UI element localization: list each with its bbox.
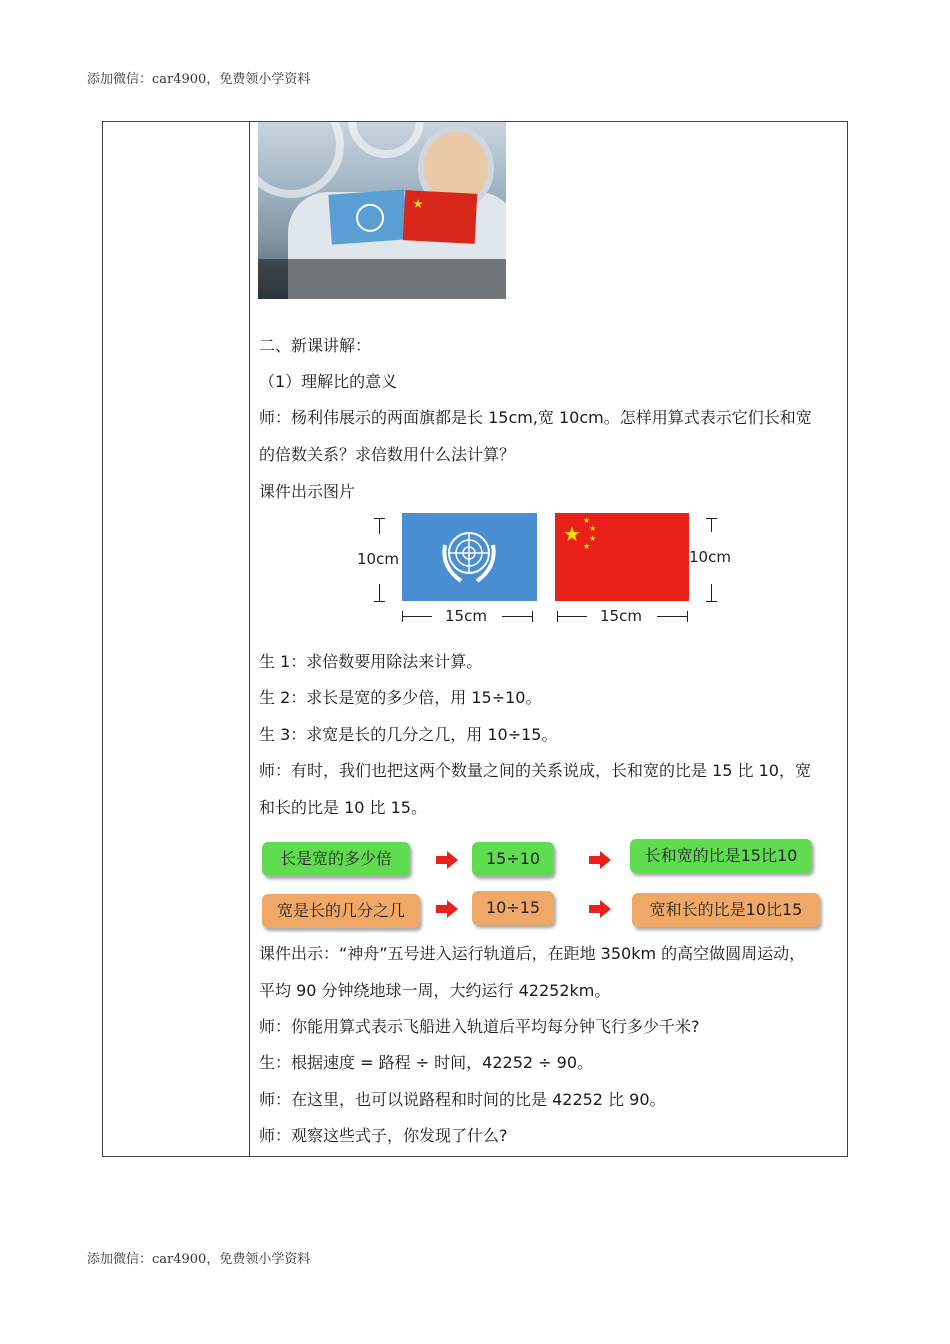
- small-star-icon: ★: [589, 524, 597, 533]
- watermark-bottom: 添加微信：car4900，免费领小学资料: [87, 1252, 311, 1267]
- teacher-answer-line1: 师：有时，我们也把这两个数量之间的关系说成，长和宽的比是 15 比 10，宽: [259, 761, 811, 780]
- student-3: 生 3：求宽是长的几分之几，用 10÷15。: [259, 725, 558, 744]
- arrow-right-icon: [589, 851, 611, 869]
- small-star-icon: ★: [589, 534, 597, 543]
- arrow-right-icon: [589, 900, 611, 918]
- arrow-right-icon: [436, 851, 458, 869]
- ratio-expr-box: 15÷10: [472, 842, 554, 876]
- teacher-question-3: 师：观察这些式子，你发现了什么?: [259, 1126, 508, 1145]
- astronaut-photo: [258, 122, 506, 299]
- teacher-question-1-line1: 师：杨利伟展示的两面旗都是长 15cm,宽 10cm。怎样用算式表示它们长和宽: [259, 408, 812, 427]
- un-flag: [402, 513, 537, 601]
- dim-bar: [402, 616, 432, 617]
- dim-bar: [557, 616, 587, 617]
- dim-bar: [657, 616, 687, 617]
- dim-bar: [711, 518, 712, 532]
- teacher-answer-line2: 和长的比是 10 比 15。: [259, 798, 427, 817]
- student-2: 生 2：求长是宽的多少倍，用 15÷10。: [259, 688, 542, 707]
- show-image-text: 课件出示图片: [259, 482, 356, 501]
- teacher-note: 师：在这里，也可以说路程和时间的比是 42252 比 90。: [259, 1090, 666, 1109]
- teacher-question-1-line2: 的倍数关系？求倍数用什么法计算？: [259, 445, 516, 464]
- ratio-expr-box: 10÷15: [472, 891, 554, 925]
- cn-height-label: 10cm: [689, 548, 731, 566]
- un-emblem-icon: [435, 523, 503, 591]
- dim-bar: [711, 584, 712, 601]
- courseware-line2: 平均 90 分钟绕地球一周，大约运行 42252km。: [259, 981, 611, 1000]
- arrow-right-icon: [436, 900, 458, 918]
- lesson-table: [102, 121, 848, 1157]
- photo-un-flag: [328, 189, 407, 244]
- cn-width-label: 15cm: [600, 607, 642, 625]
- dim-tick: [706, 601, 717, 602]
- un-height-label: 10cm: [357, 550, 399, 568]
- teacher-question-2: 师：你能用算式表示飞船进入轨道后平均每分钟飞行多少千米?: [259, 1017, 700, 1036]
- ratio-desc-box: 宽是长的几分之几: [262, 894, 420, 928]
- dim-bar: [379, 518, 380, 534]
- ratio-desc-box: 长是宽的多少倍: [262, 842, 410, 876]
- student-4: 生：根据速度 = 路程 ÷ 时间，42252 ÷ 90。: [259, 1053, 593, 1072]
- ratio-result-box: 宽和长的比是10比15: [632, 893, 820, 927]
- student-1: 生 1：求倍数要用除法来计算。: [259, 652, 483, 671]
- courseware-line1: 课件出示：“神舟”五号进入运行轨道后，在距地 350km 的高空做圆周运动，: [259, 944, 806, 963]
- section-title: 二、新课讲解：: [259, 336, 372, 355]
- un-width-label: 15cm: [445, 607, 487, 625]
- subsection-title: （1）理解比的意义: [259, 372, 398, 391]
- small-star-icon: ★: [583, 542, 591, 551]
- dim-bar: [502, 616, 532, 617]
- cn-flag: [555, 513, 689, 601]
- ratio-result-box: 长和宽的比是15比10: [630, 839, 812, 873]
- big-star-icon: ★: [563, 522, 581, 546]
- photo-cn-flag: ★: [403, 190, 478, 244]
- dim-bar: [379, 584, 380, 601]
- dim-tick: [374, 601, 385, 602]
- dim-tick: [687, 611, 688, 622]
- watermark-top: 添加微信：car4900，免费领小学资料: [87, 72, 311, 87]
- small-star-icon: ★: [583, 516, 591, 525]
- dim-tick: [532, 611, 533, 622]
- lesson-content-cell: [250, 122, 847, 1156]
